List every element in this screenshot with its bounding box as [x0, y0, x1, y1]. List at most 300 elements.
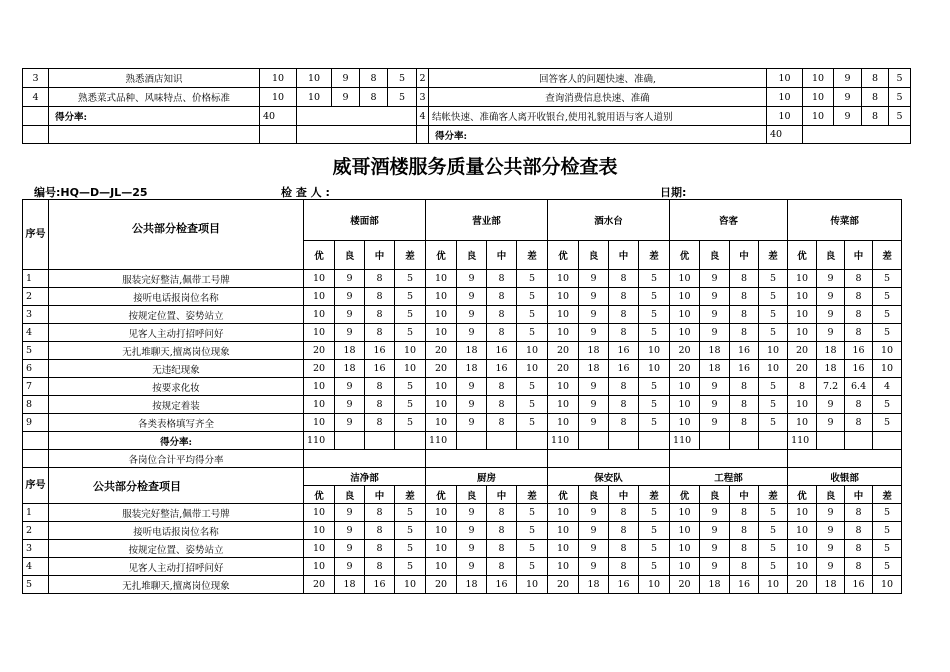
- grade-header: 优: [426, 241, 457, 270]
- table-cell: [670, 450, 788, 468]
- grade-header: 优: [670, 486, 700, 504]
- score-cell: 9: [579, 396, 609, 414]
- grade-header: 中: [609, 486, 639, 504]
- inspection-table: [22, 199, 902, 594]
- score-cell: 5: [759, 396, 788, 414]
- score-cell: 9: [335, 522, 365, 540]
- row-number: 2: [23, 288, 49, 306]
- score-cell: 9: [817, 540, 845, 558]
- score-cell: 8: [845, 324, 873, 342]
- score-cell: 18: [335, 576, 365, 594]
- score-cell: 20: [426, 576, 457, 594]
- grade-header: 差: [517, 486, 548, 504]
- score-cell: 9: [335, 324, 365, 342]
- max-score: 10: [260, 88, 297, 107]
- score-cell: 20: [426, 342, 457, 360]
- row-number: 3: [23, 540, 49, 558]
- score-cell: 9: [817, 396, 845, 414]
- department-header: 传菜部: [788, 200, 902, 241]
- score-cell: 5: [517, 324, 548, 342]
- score-cell: 5: [395, 396, 426, 414]
- grade-header: 差: [639, 241, 670, 270]
- score-cell: 10: [304, 270, 335, 288]
- score-cell: 8: [845, 414, 873, 432]
- score-cell: 20: [788, 576, 817, 594]
- score-cell: 20: [304, 360, 335, 378]
- score-cell: 5: [639, 558, 670, 576]
- grade-header: 优: [788, 241, 817, 270]
- score-cell: 10: [639, 342, 670, 360]
- row-number: 2: [417, 69, 429, 88]
- score-cell: 10: [395, 360, 426, 378]
- score-cell: 10: [426, 540, 457, 558]
- score-cell: 8: [487, 306, 517, 324]
- score-cell: 9: [579, 504, 609, 522]
- check-item: 见客人主动打招呼问好: [49, 558, 304, 576]
- score-cell: 9: [457, 540, 487, 558]
- score-cell: 9: [817, 522, 845, 540]
- score-cell: 9: [834, 69, 862, 88]
- grade-header: 差: [639, 486, 670, 504]
- grade-header: 中: [365, 241, 395, 270]
- score-cell: 16: [487, 342, 517, 360]
- score-cell: 5: [517, 414, 548, 432]
- score-cell: 5: [759, 306, 788, 324]
- score-cell: 8: [365, 396, 395, 414]
- department-header: 咨客: [670, 200, 788, 241]
- score-cell: 18: [817, 342, 845, 360]
- table-row: [23, 558, 902, 576]
- score-cell: 8: [365, 306, 395, 324]
- score-cell: 9: [579, 414, 609, 432]
- score-cell: 10: [304, 522, 335, 540]
- score-cell: 9: [579, 306, 609, 324]
- score-rate-row: [23, 432, 902, 450]
- score-cell: 9: [457, 414, 487, 432]
- seq-header: 序号: [23, 468, 49, 504]
- table-cell: [23, 432, 49, 450]
- score-cell: 8: [609, 414, 639, 432]
- score-cell: 10: [426, 414, 457, 432]
- max-score: 10: [767, 107, 803, 126]
- score-cell: 5: [759, 414, 788, 432]
- score-cell: 18: [579, 342, 609, 360]
- row-number: 3: [23, 306, 49, 324]
- score-cell: 8: [845, 540, 873, 558]
- table-cell: [639, 432, 670, 450]
- score-cell: 9: [817, 324, 845, 342]
- score-cell: 8: [487, 558, 517, 576]
- score-cell: 9: [335, 306, 365, 324]
- score-cell: 8: [730, 378, 759, 396]
- check-item: 无扎堆聊天,擅离岗位现象: [49, 342, 304, 360]
- table-row: [23, 126, 911, 144]
- score-cell: 5: [639, 540, 670, 558]
- score-cell: 18: [335, 342, 365, 360]
- grade-header: 良: [457, 486, 487, 504]
- score-cell: 5: [517, 270, 548, 288]
- department-header: 工程部: [670, 468, 788, 486]
- score-cell: 10: [788, 396, 817, 414]
- score-cell: 8: [360, 69, 388, 88]
- grade-header: 差: [759, 241, 788, 270]
- score-cell: 9: [579, 288, 609, 306]
- score-cell: 8: [609, 378, 639, 396]
- score-cell: 10: [548, 540, 579, 558]
- score-cell: 9: [579, 522, 609, 540]
- score-cell: 5: [889, 107, 911, 126]
- score-cell: 10: [670, 540, 700, 558]
- score-cell: 18: [457, 342, 487, 360]
- score-total: 110: [670, 432, 700, 450]
- score-cell: 7.2: [817, 378, 845, 396]
- grade-header: 良: [700, 241, 730, 270]
- score-cell: 5: [639, 414, 670, 432]
- max-score: 10: [260, 69, 297, 88]
- score-cell: 9: [579, 270, 609, 288]
- score-cell: 9: [700, 378, 730, 396]
- score-cell: 9: [817, 414, 845, 432]
- row-number: 4: [23, 324, 49, 342]
- score-total: 40: [260, 107, 297, 126]
- score-cell: 10: [670, 378, 700, 396]
- grade-header: 良: [335, 486, 365, 504]
- score-cell: 8: [487, 504, 517, 522]
- score-cell: 20: [670, 342, 700, 360]
- score-cell: 10: [304, 414, 335, 432]
- score-cell: 5: [889, 88, 911, 107]
- score-cell: 5: [639, 270, 670, 288]
- score-cell: 10: [670, 396, 700, 414]
- score-cell: 10: [873, 342, 902, 360]
- score-cell: 5: [395, 288, 426, 306]
- grade-header: 差: [517, 241, 548, 270]
- score-cell: 9: [457, 270, 487, 288]
- check-item: 按规定位置、姿势站立: [49, 306, 304, 324]
- score-cell: 8: [730, 270, 759, 288]
- score-cell: 5: [388, 69, 417, 88]
- score-cell: 10: [304, 558, 335, 576]
- table-row: [23, 69, 911, 88]
- score-total: 110: [548, 432, 579, 450]
- score-cell: 9: [335, 396, 365, 414]
- grade-header: 良: [579, 241, 609, 270]
- grade-header: 差: [759, 486, 788, 504]
- table-cell: [395, 432, 426, 450]
- score-cell: 5: [873, 414, 902, 432]
- check-item: 按规定着装: [49, 396, 304, 414]
- score-cell: 8: [862, 107, 889, 126]
- score-cell: 10: [670, 270, 700, 288]
- score-cell: 8: [487, 324, 517, 342]
- score-cell: 8: [487, 540, 517, 558]
- score-cell: 18: [579, 576, 609, 594]
- score-cell: 8: [487, 414, 517, 432]
- score-cell: 5: [759, 324, 788, 342]
- score-cell: 20: [788, 360, 817, 378]
- department-header: 营业部: [426, 200, 548, 241]
- average-label: 各岗位合计平均得分率: [49, 450, 304, 468]
- table-row: [23, 414, 902, 432]
- score-total: 110: [304, 432, 335, 450]
- row-number: 3: [417, 88, 429, 107]
- score-cell: 8: [365, 558, 395, 576]
- score-cell: 5: [873, 306, 902, 324]
- score-cell: 10: [304, 288, 335, 306]
- score-cell: 5: [759, 558, 788, 576]
- table-row: [23, 270, 902, 288]
- score-cell: 8: [862, 69, 889, 88]
- score-cell: 10: [873, 576, 902, 594]
- score-cell: 10: [803, 69, 834, 88]
- score-cell: 9: [700, 396, 730, 414]
- score-cell: 9: [817, 558, 845, 576]
- score-cell: 5: [517, 378, 548, 396]
- date-label: 日期:: [660, 186, 687, 199]
- score-cell: 9: [700, 414, 730, 432]
- score-cell: 18: [457, 360, 487, 378]
- score-cell: 10: [548, 414, 579, 432]
- score-cell: 5: [873, 540, 902, 558]
- score-cell: 8: [788, 378, 817, 396]
- check-item: 服装完好整洁,佩带工号牌: [49, 504, 304, 522]
- table-row: [23, 288, 902, 306]
- score-cell: 10: [395, 576, 426, 594]
- score-cell: 18: [817, 360, 845, 378]
- score-cell: 10: [803, 107, 834, 126]
- score-cell: 10: [304, 306, 335, 324]
- score-cell: 9: [457, 288, 487, 306]
- score-cell: 5: [889, 69, 911, 88]
- score-cell: 5: [759, 288, 788, 306]
- score-cell: 5: [517, 288, 548, 306]
- row-number: 5: [23, 342, 49, 360]
- score-cell: 8: [730, 414, 759, 432]
- score-cell: 5: [873, 288, 902, 306]
- table-cell: [817, 432, 845, 450]
- score-cell: 18: [579, 360, 609, 378]
- score-cell: 5: [388, 88, 417, 107]
- score-cell: 10: [788, 504, 817, 522]
- score-cell: 18: [335, 360, 365, 378]
- score-cell: 8: [609, 558, 639, 576]
- max-score: 10: [767, 88, 803, 107]
- row-number: 1: [23, 270, 49, 288]
- score-cell: 10: [873, 360, 902, 378]
- grade-header: 优: [304, 241, 335, 270]
- score-cell: 8: [730, 504, 759, 522]
- score-cell: 8: [487, 270, 517, 288]
- table-cell: [788, 450, 902, 468]
- score-cell: 5: [395, 504, 426, 522]
- score-cell: 8: [730, 540, 759, 558]
- score-cell: 8: [365, 504, 395, 522]
- score-cell: 10: [304, 396, 335, 414]
- score-cell: 10: [548, 288, 579, 306]
- row-number: 6: [23, 360, 49, 378]
- score-cell: 10: [426, 396, 457, 414]
- score-cell: 20: [304, 576, 335, 594]
- row-number: 3: [23, 69, 49, 88]
- score-cell: 18: [700, 576, 730, 594]
- score-cell: 8: [609, 504, 639, 522]
- score-cell: 5: [517, 540, 548, 558]
- score-cell: 8: [487, 522, 517, 540]
- row-number: 4: [23, 558, 49, 576]
- table-row: [23, 306, 902, 324]
- score-cell: 9: [579, 324, 609, 342]
- score-cell: 20: [304, 342, 335, 360]
- score-cell: 8: [730, 522, 759, 540]
- score-cell: 8: [862, 88, 889, 107]
- score-cell: 10: [548, 270, 579, 288]
- score-cell: 10: [670, 504, 700, 522]
- check-item: 熟悉菜式品种、风味特点、价格标准: [49, 88, 260, 107]
- score-cell: 8: [360, 88, 388, 107]
- score-cell: 10: [548, 396, 579, 414]
- score-cell: 10: [304, 324, 335, 342]
- score-cell: 9: [335, 288, 365, 306]
- score-cell: 20: [548, 360, 579, 378]
- score-cell: 20: [548, 576, 579, 594]
- score-cell: 10: [548, 306, 579, 324]
- table-row: [23, 396, 902, 414]
- score-cell: 10: [517, 342, 548, 360]
- score-cell: 8: [730, 558, 759, 576]
- row-number: 4: [417, 107, 429, 126]
- score-cell: 9: [457, 558, 487, 576]
- table-cell: [873, 432, 902, 450]
- check-item: 熟悉酒店知识: [49, 69, 260, 88]
- score-cell: 8: [609, 270, 639, 288]
- score-cell: 10: [426, 270, 457, 288]
- score-cell: 9: [700, 540, 730, 558]
- score-cell: 10: [639, 360, 670, 378]
- department-header: 酒水台: [548, 200, 670, 241]
- score-cell: 20: [548, 342, 579, 360]
- score-cell: 8: [365, 378, 395, 396]
- score-cell: 8: [845, 504, 873, 522]
- score-cell: 9: [457, 306, 487, 324]
- score-cell: 8: [845, 288, 873, 306]
- grade-header: 优: [548, 241, 579, 270]
- score-cell: 5: [873, 270, 902, 288]
- grade-header: 良: [700, 486, 730, 504]
- score-rate-label: 得分率:: [49, 107, 260, 126]
- score-cell: 10: [426, 558, 457, 576]
- department-header: 洁净部: [304, 468, 426, 486]
- score-cell: 5: [873, 558, 902, 576]
- score-cell: 9: [700, 504, 730, 522]
- score-cell: 8: [730, 306, 759, 324]
- score-cell: 8: [487, 288, 517, 306]
- score-cell: 9: [817, 288, 845, 306]
- score-cell: 16: [845, 576, 873, 594]
- score-cell: 9: [817, 306, 845, 324]
- score-cell: 9: [457, 324, 487, 342]
- grade-header: 中: [487, 241, 517, 270]
- score-cell: 10: [517, 576, 548, 594]
- score-cell: 10: [297, 88, 332, 107]
- score-cell: 5: [517, 396, 548, 414]
- grade-header: 差: [395, 486, 426, 504]
- score-cell: 9: [457, 378, 487, 396]
- score-cell: 10: [426, 288, 457, 306]
- row-number: 7: [23, 378, 49, 396]
- score-cell: 10: [788, 306, 817, 324]
- score-cell: 10: [670, 522, 700, 540]
- score-cell: 8: [609, 324, 639, 342]
- top-checklist-table: [22, 68, 911, 144]
- grade-header: 优: [670, 241, 700, 270]
- grade-header: 优: [426, 486, 457, 504]
- check-item: 各类表格填写齐全: [49, 414, 304, 432]
- table-cell: [845, 432, 873, 450]
- score-cell: 5: [517, 504, 548, 522]
- grade-header: 中: [845, 241, 873, 270]
- score-cell: 10: [548, 378, 579, 396]
- score-cell: 8: [845, 522, 873, 540]
- score-cell: 8: [609, 288, 639, 306]
- grade-header: 优: [788, 486, 817, 504]
- score-cell: 10: [639, 576, 670, 594]
- score-cell: 5: [639, 522, 670, 540]
- score-cell: 5: [873, 324, 902, 342]
- score-cell: 9: [335, 270, 365, 288]
- score-cell: 5: [873, 396, 902, 414]
- grade-header: 良: [817, 486, 845, 504]
- score-cell: 10: [548, 324, 579, 342]
- score-cell: 9: [335, 558, 365, 576]
- table-row: [23, 504, 902, 522]
- score-cell: 5: [639, 378, 670, 396]
- score-cell: 10: [426, 504, 457, 522]
- grade-header: 差: [873, 241, 902, 270]
- score-cell: 5: [639, 324, 670, 342]
- score-cell: 10: [670, 288, 700, 306]
- grade-header: 良: [335, 241, 365, 270]
- score-cell: 9: [817, 270, 845, 288]
- header-row: [23, 200, 902, 241]
- seq-header: 序号: [23, 200, 49, 270]
- score-cell: 5: [873, 522, 902, 540]
- row-number: 5: [23, 576, 49, 594]
- score-cell: 16: [730, 360, 759, 378]
- score-cell: 18: [457, 576, 487, 594]
- score-cell: 10: [426, 306, 457, 324]
- score-cell: 10: [788, 324, 817, 342]
- score-cell: 9: [457, 522, 487, 540]
- grade-header: 中: [730, 241, 759, 270]
- score-cell: 8: [845, 306, 873, 324]
- score-cell: 8: [609, 522, 639, 540]
- max-score: 10: [767, 69, 803, 88]
- score-cell: 16: [609, 360, 639, 378]
- score-cell: 20: [788, 342, 817, 360]
- score-cell: 8: [365, 414, 395, 432]
- score-total: 110: [788, 432, 817, 450]
- score-cell: 10: [304, 378, 335, 396]
- score-cell: 16: [609, 342, 639, 360]
- department-header: 保安队: [548, 468, 670, 486]
- table-cell: [335, 432, 365, 450]
- score-cell: 10: [426, 378, 457, 396]
- score-cell: 10: [304, 540, 335, 558]
- score-cell: 5: [873, 504, 902, 522]
- grade-header: 中: [845, 486, 873, 504]
- grade-header: 优: [548, 486, 579, 504]
- check-item: 见客人主动打招呼问好: [49, 324, 304, 342]
